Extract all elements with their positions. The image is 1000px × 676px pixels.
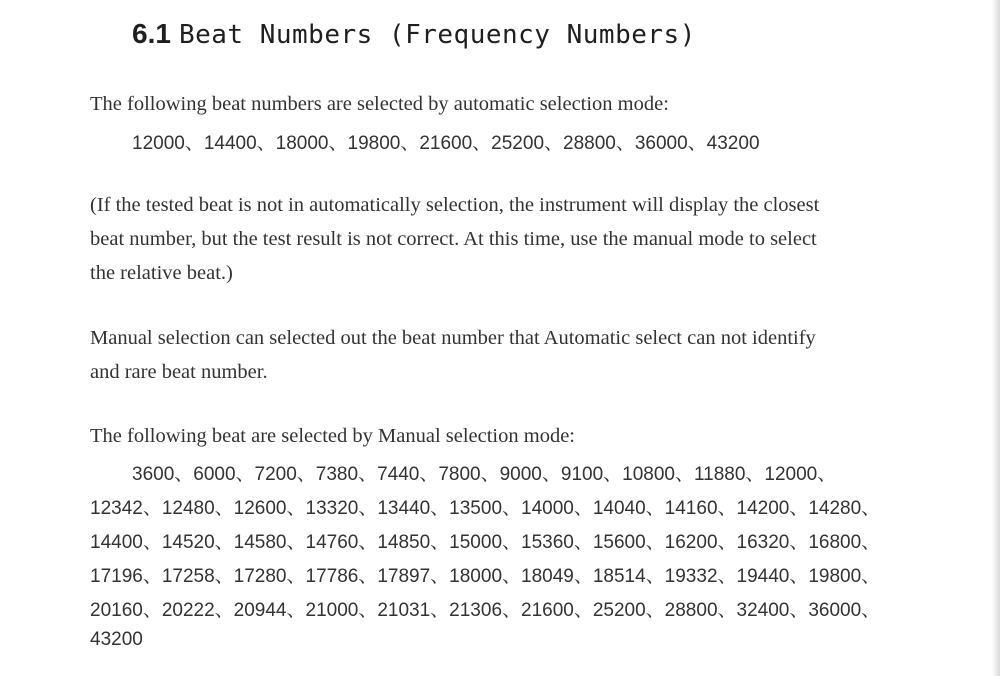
manual-beat-line-4: 17196、17258、17280、17786、17897、18000、18049、18514、19332、19440、19800、	[90, 566, 881, 587]
auto-beat-list: 12000、14400、18000、19800、21600、25200、28800、36000、43200	[132, 133, 760, 154]
manual-desc-line-1: Manual selection can selected out the beat number that Automatic select can not identify	[90, 327, 816, 349]
note-line-2: beat number, but the test result is not correct. At this time, use the manual mode to select	[90, 228, 817, 250]
manual-beat-line-6: 43200	[90, 629, 143, 650]
manual-beat-line-5: 20160、20222、20944、21000、21031、21306、21600、25200、28800、32400、36000、	[90, 600, 881, 621]
manual-beat-line-1: 3600、6000、7200、7380、7440、7800、9000、9100、10800、11880、12000、	[132, 464, 837, 485]
section-number: 6.1	[132, 18, 171, 49]
note-line-3: the relative beat.)	[90, 262, 233, 284]
auto-intro: The following beat numbers are selected by automatic selection mode:	[90, 93, 669, 115]
note-line-1: (If the tested beat is not in automatically selection, the instrument will display the closest	[90, 194, 820, 216]
section-title: Beat Numbers (Frequency Numbers)	[178, 20, 696, 50]
section-heading	[132, 14, 696, 51]
manual-beat-line-2: 12342、12480、12600、13320、13440、13500、14000、14040、14160、14200、14280、	[90, 498, 881, 519]
manual-desc-line-2: and rare beat number.	[90, 361, 268, 383]
page-edge-shadow	[992, 0, 1000, 676]
manual-intro: The following beat are selected by Manual selection mode:	[90, 425, 575, 447]
manual-beat-line-3: 14400、14520、14580、14760、14850、15000、15360、15600、16200、16320、16800、	[90, 532, 881, 553]
